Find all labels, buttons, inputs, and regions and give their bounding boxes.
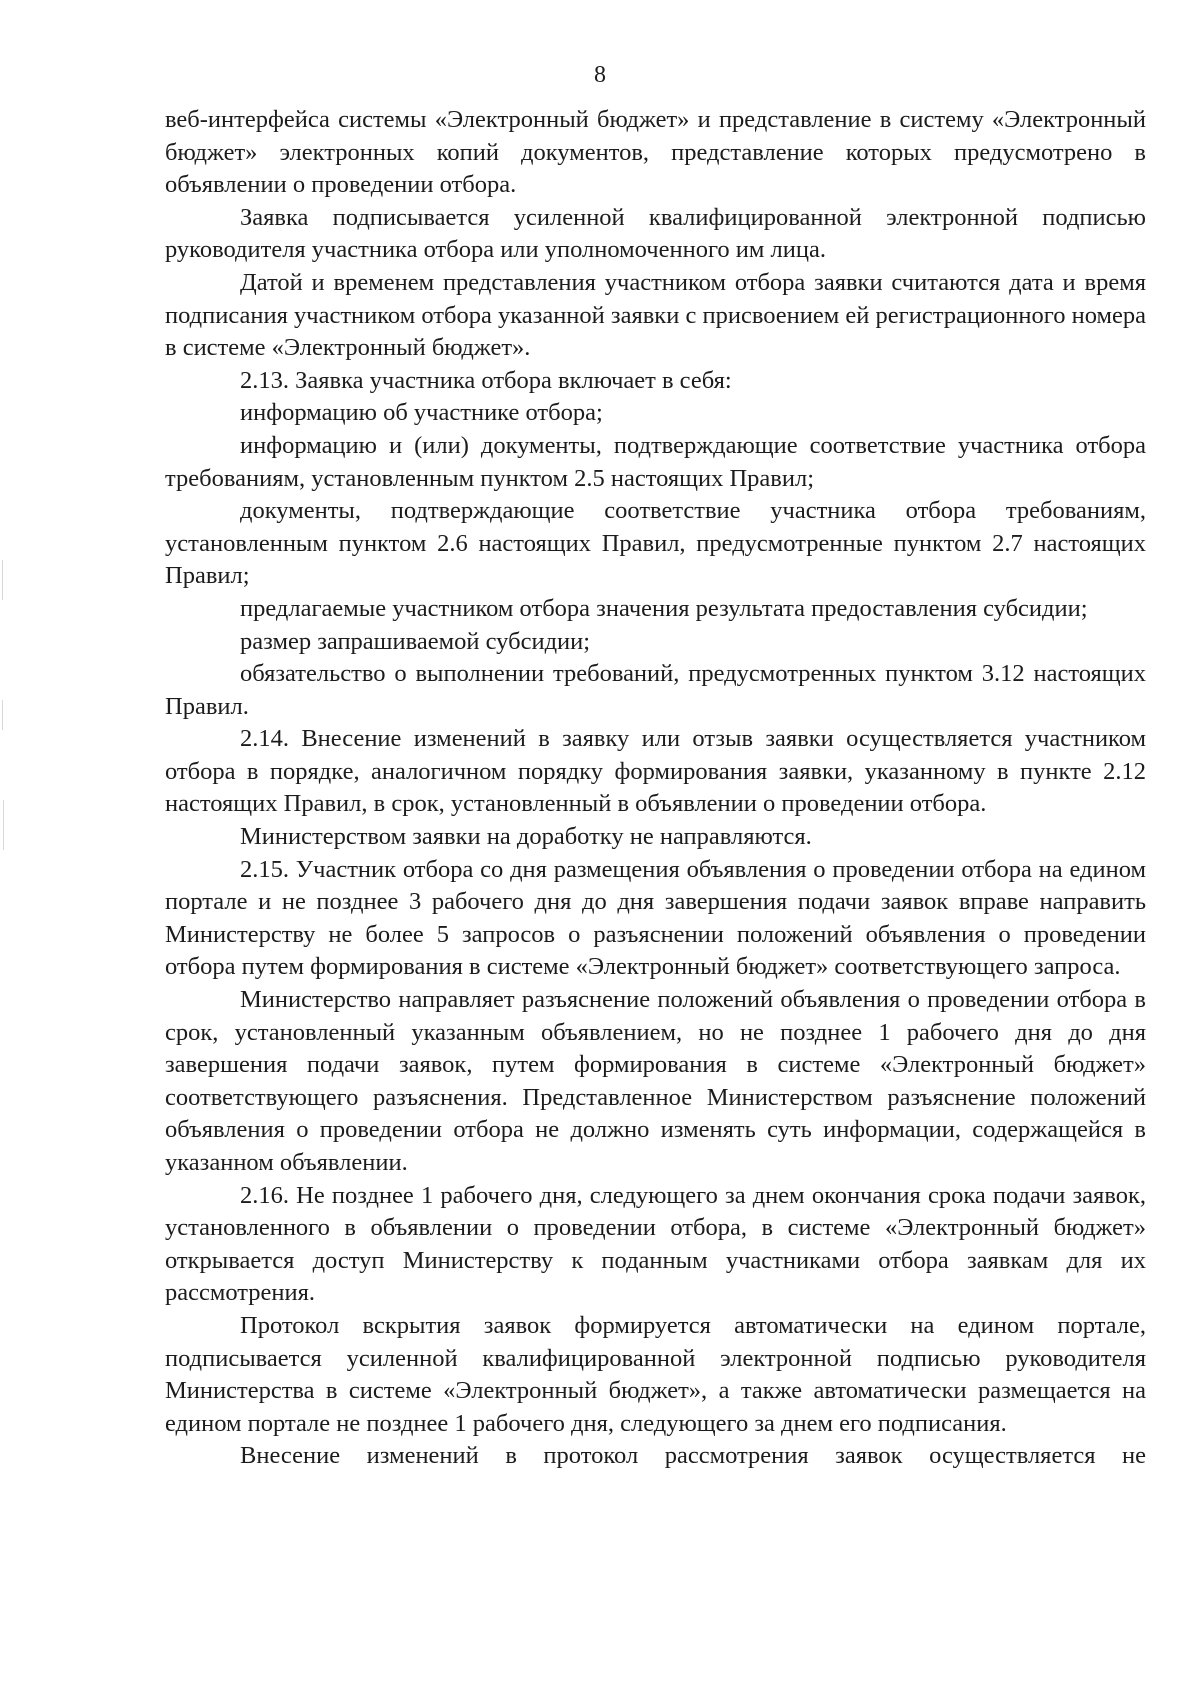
paragraph: Министерство направляет разъяснение положений объявления о проведении отбора в срок, установленный указанным объявлением, но не позднее 1 рабочего дня до дня завершения подачи заявок, путем формирования в системе «Электронный бюджет» соответствующего разъяснения. Представленное Министерством разъяснение положений объявления о проведении отбора не должно изменять суть информации, содержащейся в указанном объявлении. (165, 986, 1146, 1176)
scan-mark (3, 800, 4, 850)
list-item: информацию об участнике отбора; (240, 399, 603, 427)
scan-mark (2, 700, 3, 730)
list-item: обязательство о выполнении требований, предусмотренных пунктом 3.12 настоящих Правил. (165, 660, 1146, 720)
page-number: 8 (594, 62, 606, 88)
list-item: документы, подтверждающие соответствие участника отбора требованиям, установленным пунктом 2.6 настоящих Правил, предусмотренные пунктом 2.7 настоящих Правил; (165, 497, 1146, 590)
section-2-15: 2.15. Участник отбора со дня размещения объявления о проведении отбора на едином портале и не позднее 3 рабочего дня до дня завершения подачи заявок вправе направить Министерству не более 5 запросов о разъяснении положений объявления о проведении отбора путем формирования в системе «Электронный бюджет» соответствующего запроса. (165, 855, 1146, 981)
list-item: размер запрашиваемой субсидии; (240, 627, 591, 655)
paragraph: Заявка подписывается усиленной квалифицированной электронной подписью руководителя участника отбора или уполномоченного им лица. (165, 203, 1146, 264)
section-2-16: 2.16. Не позднее 1 рабочего дня, следующего за днем окончания срока подачи заявок, установленного в объявлении о проведении отбора, в системе «Электронный бюджет» открывается доступ Министерству к поданным участниками отбора заявкам для их рассмотрения. (165, 1181, 1146, 1307)
scan-mark (2, 560, 3, 600)
document-body (165, 104, 1146, 1473)
paragraph: Протокол вскрытия заявок формируется автоматически на едином портале, подписывается усиленной квалифицированной электронной подписью руководителя Министерства в системе «Электронный бюджет», а также автоматически размещается на едином портале не позднее 1 рабочего дня, следующего за днем его подписания. (165, 1311, 1146, 1437)
section-2-14: 2.14. Внесение изменений в заявку или отзыв заявки осуществляется участником отбора в порядке, аналогичном порядку формирования заявки, указанному в пункте 2.12 настоящих Правил, в срок, установленный в объявлении о проведении отбора. (165, 725, 1146, 818)
paragraph-continued: Внесение изменений в протокол рассмотрения заявок осуществляется не (240, 1442, 1146, 1470)
paragraph: веб-интерфейса системы «Электронный бюджет» и представление в систему «Электронный бюджет» электронных копий документов, представление которых предусмотрено в объявлении о проведении отбора. (165, 106, 1146, 199)
section-heading-2-13: 2.13. Заявка участника отбора включает в себя: (240, 366, 732, 394)
list-item: предлагаемые участником отбора значения результата предоставления субсидии; (240, 594, 1088, 622)
paragraph: Министерством заявки на доработку не направляются. (240, 823, 812, 851)
list-item: информацию и (или) документы, подтверждающие соответствие участника отбора требованиям, установленным пунктом 2.5 настоящих Правил; (165, 431, 1146, 492)
paragraph: Датой и временем представления участником отбора заявки считаются дата и время подписания участником отбора указанной заявки с присвоением ей регистрационного номера в системе «Электронный бюджет». (165, 268, 1146, 362)
